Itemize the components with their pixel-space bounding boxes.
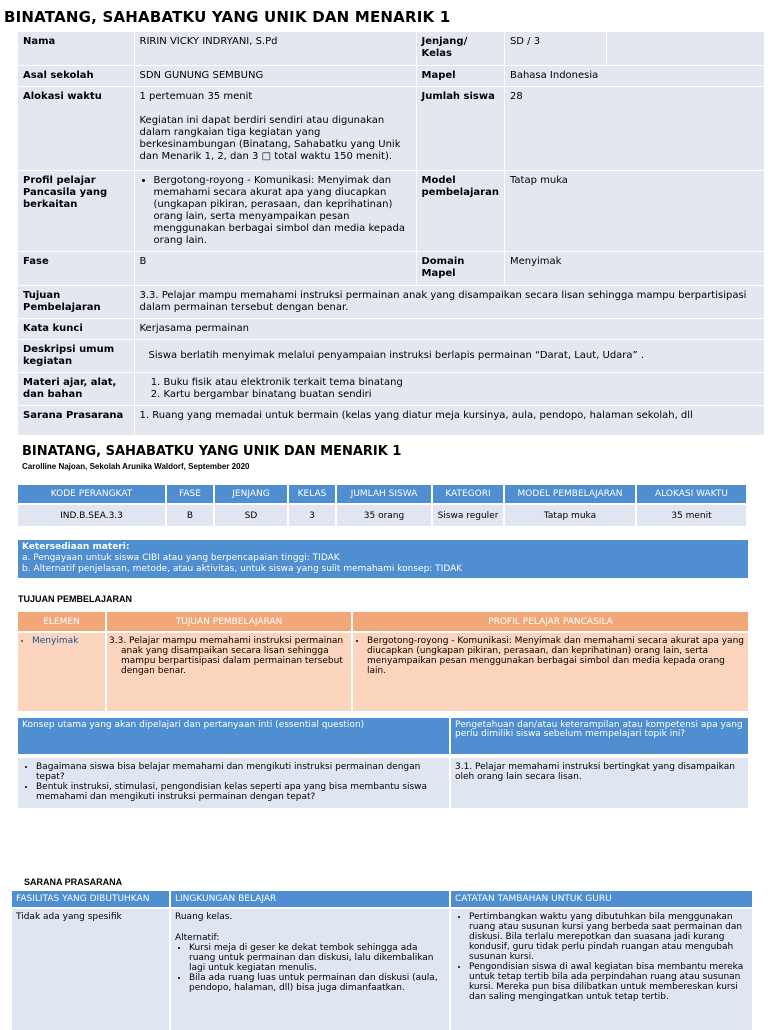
jenjang-value: SD / 3 xyxy=(504,32,606,65)
section-title: BINATANG, SAHABATKU YANG UNIK DAN MENARIK 1 xyxy=(22,444,402,459)
header-tujuan: TUJUAN PEMBELAJARAN xyxy=(106,612,352,632)
cell-kelas: 3 xyxy=(288,504,336,526)
cell-model: Tatap muka xyxy=(504,504,636,526)
jenjang-label: Jenjang/ Kelas xyxy=(416,32,504,65)
alokasi-value xyxy=(134,86,416,170)
tujuan-table xyxy=(18,612,750,711)
alokasi-line-1: 1 pertemuan 35 menit xyxy=(139,90,253,102)
ketersediaan-box xyxy=(18,540,748,578)
essential-question: • Bentuk instruksi, stimulasi, pengondisian kelas seperti apa yang bisa membantu siswa memahami dan mengikuti instruksi permainan dengan tepat? xyxy=(36,782,445,802)
cell-jenjang: SD xyxy=(214,504,288,526)
jumlah-value: 28 xyxy=(504,86,764,170)
lingkungan-item: • Kursi meja di geser ke dekat tembok sehingga ada ruang untuk permainan dan diskusi, lalu dikembalikan lagi untuk kegiatan menulis. xyxy=(189,943,445,973)
header-alokasi: ALOKASI WAKTU xyxy=(636,485,747,504)
cell-alokasi: 35 menit xyxy=(636,504,747,526)
konsep-header: Konsep utama yang akan dipelajari dan pertanyaan inti (essential question) xyxy=(18,718,450,756)
ketersediaan-a: a. Pengayaan untuk siswa CIBI atau yang berpencapaian tinggi: TIDAK xyxy=(22,553,340,563)
header-kategori: KATEGORI xyxy=(432,485,504,504)
materi-item: 2. Kartu bergambar binatang buatan sendiri xyxy=(164,389,760,401)
materi-item: 1. Buku fisik atau elektronik terkait tema binatang xyxy=(164,377,760,389)
lingkungan-line-1: Ruang kelas. xyxy=(175,912,233,922)
header-catatan: CATATAN TAMBAHAN UNTUK GURU xyxy=(450,891,753,908)
cell-kode: IND.B.SEA.3.3 xyxy=(18,504,166,526)
header-jenjang: JENJANG xyxy=(214,485,288,504)
sarana-table xyxy=(12,891,754,1030)
sarana-section-label: SARANA PRASARANA xyxy=(24,877,123,887)
kata-kunci-label: Kata kunci xyxy=(18,318,134,339)
header-fasilitas: FASILITAS YANG DIBUTUHKAN xyxy=(12,891,170,908)
tujuan-section-label: TUJUAN PEMBELAJARAN xyxy=(18,594,133,604)
cell-kategori: Siswa reguler xyxy=(432,504,504,526)
elemen-value: • Menyimak xyxy=(32,636,101,646)
cell-fase: B xyxy=(166,504,214,526)
header-elemen: ELEMEN xyxy=(18,612,106,632)
fase-label: Fase xyxy=(18,251,134,285)
header-profil: PROFIL PELAJAR PANCASILA xyxy=(352,612,749,632)
lingkungan-line-2: Alternatif: xyxy=(175,933,220,943)
prereq-value: 3.1. Pelajar memahami instruksi bertingkat yang disampaikan oleh orang lain secara lisan. xyxy=(450,756,749,808)
catatan-item: • Pertimbangkan waktu yang dibutuhkan bila menggunakan ruang atau susunan kursi yang berbeda saat permainan dan diskusi. Bila terlalu merepotkan dan suasana jadi kurang kondusif, guru tidak perlu pindah ruangan atau mengubah susunan kursi. xyxy=(469,912,748,962)
header-kelas: KELAS xyxy=(288,485,336,504)
fase-value: B xyxy=(134,251,416,285)
deskripsi-value: Siswa berlatih menyimak melalui penyampaian instruksi berlapis permainan “Darat, Laut, Udara” . xyxy=(134,339,765,372)
model-label: Model pembelajaran xyxy=(416,170,504,251)
materi-label: Materi ajar, alat, dan bahan xyxy=(18,372,134,405)
fasilitas-value: Tidak ada yang spesifik xyxy=(12,908,170,1030)
jumlah-label: Jumlah siswa xyxy=(416,86,504,170)
prereq-header: Pengetahuan dan/atau keterampilan atau kompetensi apa yang perlu dimiliki siswa sebelum mempelajari topik ini? xyxy=(450,718,749,756)
sarana-label: Sarana Prasarana xyxy=(18,405,134,435)
ketersediaan-b: b. Alternatif penjelasan, metode, atau aktivitas, untuk siswa yang sulit memahami konsep: TIDAK xyxy=(22,564,463,574)
tujuan-value: 3.3. Pelajar mampu memahami instruksi permainan anak yang disampaikan secara lisan sehingga mampu berpartisipasi dalam permainan tersebut dengan benar. xyxy=(134,285,765,318)
asal-value: SDN GUNUNG SEMBUNG xyxy=(134,65,416,86)
essential-question: • Bagaimana siswa bisa belajar memahami dan mengikuti instruksi permainan dengan tepat? xyxy=(36,762,445,782)
tujuan-value-2: 3.3. Pelajar mampu memahami instruksi permainan anak yang disampaikan secara lisan sehingga mampu berpartisipasi dalam permainan tersebut dengan benar. xyxy=(106,632,352,711)
header-fase: FASE xyxy=(166,485,214,504)
header-model: MODEL PEMBELAJARAN xyxy=(504,485,636,504)
deskripsi-label: Deskripsi umum kegiatan xyxy=(18,339,134,372)
domain-value: Menyimak xyxy=(504,251,764,285)
sarana-value: 1. Ruang yang memadai untuk bermain (kelas yang diatur meja kursinya, aula, pendopo, halaman sekolah, dll xyxy=(134,405,765,435)
alokasi-line-2: Kegiatan ini dapat berdiri sendiri atau digunakan dalam rangkaian tiga kegiatan yang berkesinambungan (Binatang, Sahabatku yang Unik dan Menarik 1, 2, dan 3 □ total waktu 150 menit). xyxy=(139,114,401,162)
model-value: Tatap muka xyxy=(504,170,764,251)
alokasi-label: Alokasi waktu xyxy=(18,86,134,170)
perangkat-table xyxy=(18,485,748,526)
tujuan-label: Tujuan Pembelajaran xyxy=(18,285,134,318)
profil-value-2: • Bergotong-royong - Komunikasi: Menyimak dan memahami secara akurat apa yang diucapkan (ungkapan pikiran, perasaan, dan keprihatinan) orang lain, serta menyampaikan pesan menggunakan berbagai simbol dan media kepada orang lain. xyxy=(367,636,744,676)
profil-label: Profil pelajar Pancasila yang berkaitan xyxy=(18,170,134,251)
identity-table xyxy=(18,32,765,436)
cell-jumlah: 35 orang xyxy=(336,504,432,526)
author-line: Carolline Najoan, Sekolah Arunika Waldorf, September 2020 xyxy=(22,462,250,471)
mapel-value: Bahasa Indonesia xyxy=(504,65,764,86)
nama-value: RIRIN VICKY INDRYANI, S.Pd xyxy=(134,32,416,65)
document-title: BINATANG, SAHABATKU YANG UNIK DAN MENARIK 1 xyxy=(4,8,451,26)
catatan-item: • Pengondisian siswa di awal kegiatan bisa membantu mereka untuk tetap tertib bila ada perpindahan ruang atau susunan kursi. Mereka pun bisa dilibatkan untuk membereskan kursi dan saling mengingatkan untuk tetap tertib. xyxy=(469,962,748,1002)
header-kode: KODE PERANGKAT xyxy=(18,485,166,504)
header-jumlah: JUMLAH SISWA xyxy=(336,485,432,504)
kata-kunci-value: Kerjasama permainan xyxy=(134,318,765,339)
lingkungan-item: • Bila ada ruang luas untuk permainan dan diskusi (aula, pendopo, halaman, dll) bisa juga dimanfaatkan. xyxy=(189,973,445,993)
ketersediaan-title: Ketersediaan materi: xyxy=(22,542,130,552)
konsep-table xyxy=(18,718,750,808)
header-lingkungan: LINGKUNGAN BELAJAR xyxy=(170,891,450,908)
domain-label: Domain Mapel xyxy=(416,251,504,285)
nama-label: Nama xyxy=(18,32,134,65)
profil-value: • Bergotong-royong - Komunikasi: Menyimak dan memahami secara akurat apa yang diucapkan (ungkapan pikiran, perasaan, dan keprihatinan) orang lain, serta menyampaikan pesan menggunakan berbagai simbol dan media kepada orang lain. xyxy=(154,175,411,247)
asal-label: Asal sekolah xyxy=(18,65,134,86)
mapel-label: Mapel xyxy=(416,65,504,86)
